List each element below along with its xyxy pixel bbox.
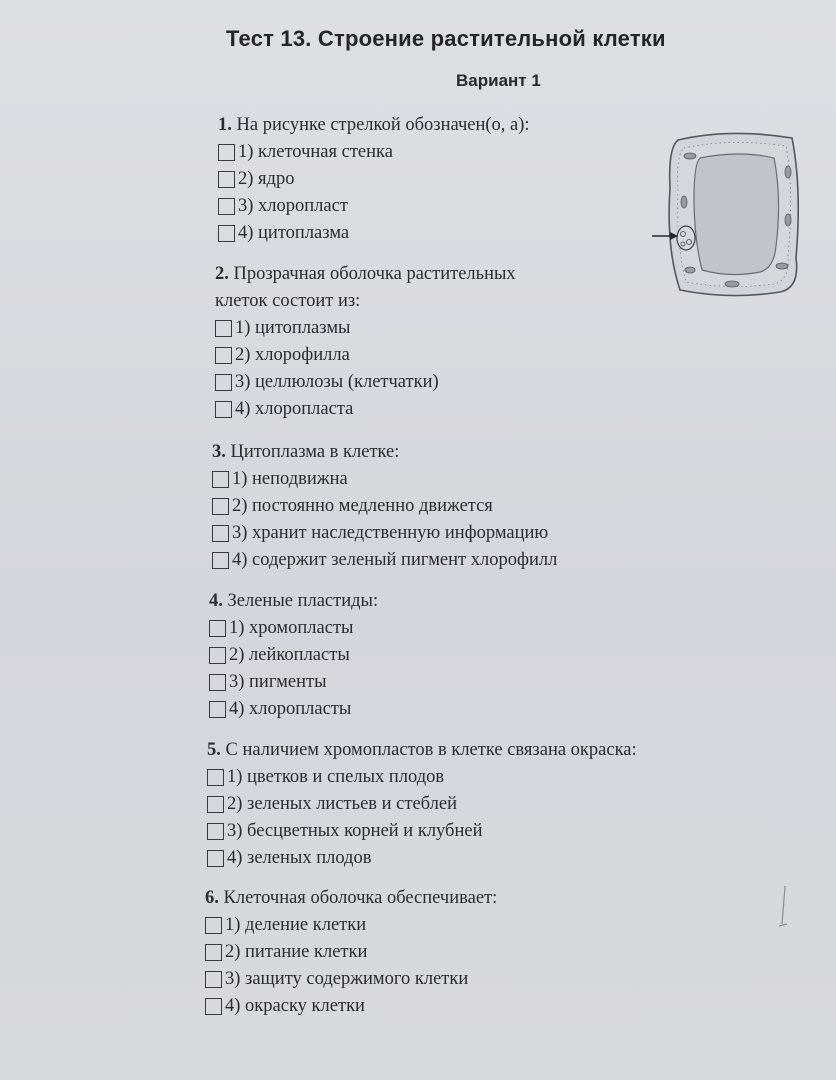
- question-6-prompt: Клеточная оболочка обеспечивает:: [223, 888, 498, 908]
- checkbox[interactable]: [218, 144, 235, 161]
- checkbox[interactable]: [209, 674, 226, 691]
- checkbox[interactable]: [209, 647, 226, 664]
- question-3: [212, 439, 557, 574]
- question-6: [205, 885, 497, 1020]
- checkbox[interactable]: [207, 850, 224, 867]
- question-5-number: 5.: [207, 740, 221, 760]
- question-1-prompt: На рисунке стрелкой обозначен(о, а):: [236, 115, 530, 135]
- option-label: 4) хлоропласта: [235, 399, 354, 419]
- q6-option-1[interactable]: [205, 912, 497, 939]
- option-label: 2) ядро: [238, 169, 295, 189]
- q4-option-1[interactable]: [209, 615, 378, 642]
- option-label: 1) цитоплазмы: [235, 318, 351, 338]
- variant-label: Вариант 1: [456, 71, 541, 90]
- option-label: 3) защиту содержимого клетки: [225, 969, 469, 989]
- option-label: 1) неподвижна: [232, 469, 348, 489]
- q1-option-3[interactable]: [218, 193, 530, 220]
- checkbox[interactable]: [207, 769, 224, 786]
- question-2: [215, 261, 516, 423]
- q2-option-1[interactable]: [215, 315, 516, 342]
- option-label: 2) хлорофилла: [235, 345, 350, 365]
- option-label: 2) лейкопласты: [229, 645, 350, 665]
- chloroplast: [684, 153, 696, 159]
- question-6-text: [205, 885, 497, 912]
- option-label: 3) бесцветных корней и клубней: [227, 821, 483, 841]
- chloroplast: [785, 214, 791, 226]
- question-3-prompt: Цитоплазма в клетке:: [230, 442, 400, 462]
- q6-option-2[interactable]: [205, 939, 497, 966]
- nucleus: [677, 226, 695, 250]
- q3-option-2[interactable]: [212, 493, 557, 520]
- option-label: 1) клеточная стенка: [238, 142, 393, 162]
- checkbox[interactable]: [209, 620, 226, 637]
- q6-option-4[interactable]: [205, 993, 497, 1020]
- chloroplast: [785, 166, 791, 178]
- option-label: 3) целлюлозы (клетчатки): [235, 372, 439, 392]
- q1-option-2[interactable]: [218, 166, 530, 193]
- checkbox[interactable]: [215, 320, 232, 337]
- q4-option-2[interactable]: [209, 642, 378, 669]
- vacuole: [694, 154, 779, 275]
- checkbox[interactable]: [218, 225, 235, 242]
- option-label: 3) хранит наследственную информацию: [232, 523, 549, 543]
- question-5-prompt: С наличием хромопластов в клетке связана окраска:: [225, 740, 637, 760]
- question-4-number: 4.: [209, 591, 223, 611]
- option-label: 2) зеленых листьев и стеблей: [227, 794, 457, 814]
- option-label: 4) хлоропласты: [229, 699, 352, 719]
- question-1: [218, 112, 530, 247]
- q6-option-3[interactable]: [205, 966, 497, 993]
- question-2-number: 2.: [215, 264, 229, 284]
- option-label: 1) деление клетки: [225, 915, 367, 935]
- q3-option-3[interactable]: [212, 520, 557, 547]
- option-label: 1) цветков и спелых плодов: [227, 767, 445, 787]
- q5-option-1[interactable]: [207, 764, 637, 791]
- q2-option-4[interactable]: [215, 396, 516, 423]
- q1-option-1[interactable]: [218, 139, 530, 166]
- checkbox[interactable]: [212, 552, 229, 569]
- checkbox[interactable]: [207, 796, 224, 813]
- q5-option-2[interactable]: [207, 791, 637, 818]
- question-1-text: [218, 112, 530, 139]
- option-label: 2) постоянно медленно движется: [232, 496, 493, 516]
- question-2-text: [215, 261, 516, 288]
- test-title: Тест 13. Строение растительной клетки: [226, 26, 666, 51]
- question-3-text: [212, 439, 557, 466]
- option-label: 2) питание клетки: [225, 942, 368, 962]
- checkbox[interactable]: [212, 498, 229, 515]
- question-2-prompt: Прозрачная оболочка растительных: [233, 264, 516, 284]
- checkbox[interactable]: [205, 917, 222, 934]
- option-label: 4) цитоплазма: [238, 223, 350, 243]
- question-1-number: 1.: [218, 115, 232, 135]
- option-label: 4) содержит зеленый пигмент хлорофилл: [232, 550, 558, 570]
- q4-option-3[interactable]: [209, 669, 378, 696]
- question-4-text: [209, 588, 378, 615]
- checkbox[interactable]: [212, 471, 229, 488]
- question-2-text-line2: клеток состоит из:: [215, 291, 361, 311]
- q4-option-4[interactable]: [209, 696, 378, 723]
- checkbox[interactable]: [207, 823, 224, 840]
- checkbox[interactable]: [205, 998, 222, 1015]
- chloroplast: [776, 263, 788, 269]
- checkbox[interactable]: [209, 701, 226, 718]
- plant-cell-figure: [650, 128, 810, 303]
- chloroplast: [681, 196, 687, 208]
- chloroplast: [685, 267, 695, 273]
- q3-option-1[interactable]: [212, 466, 557, 493]
- checkbox[interactable]: [215, 401, 232, 418]
- question-5-text: [207, 737, 637, 764]
- checkbox[interactable]: [212, 525, 229, 542]
- q5-option-3[interactable]: [207, 818, 637, 845]
- checkbox[interactable]: [218, 198, 235, 215]
- option-label: 3) пигменты: [229, 672, 327, 692]
- checkbox[interactable]: [215, 374, 232, 391]
- question-5: [207, 737, 637, 872]
- option-label: 4) зеленых плодов: [227, 848, 372, 868]
- q1-option-4[interactable]: [218, 220, 530, 247]
- question-4: [209, 588, 378, 723]
- q3-option-4[interactable]: [212, 547, 557, 574]
- q5-option-4[interactable]: [207, 845, 637, 872]
- checkbox[interactable]: [215, 347, 232, 364]
- checkbox[interactable]: [205, 944, 222, 961]
- option-label: 4) окраску клетки: [225, 996, 365, 1016]
- checkbox[interactable]: [218, 171, 235, 188]
- pen-mark: [776, 884, 790, 930]
- checkbox[interactable]: [205, 971, 222, 988]
- q2-option-2[interactable]: [215, 342, 516, 369]
- question-4-prompt: Зеленые пластиды:: [227, 591, 379, 611]
- question-6-number: 6.: [205, 888, 219, 908]
- q2-option-3[interactable]: [215, 369, 516, 396]
- chloroplast: [725, 281, 739, 287]
- option-label: 3) хлоропласт: [238, 196, 348, 216]
- option-label: 1) хромопласты: [229, 618, 354, 638]
- question-3-number: 3.: [212, 442, 226, 462]
